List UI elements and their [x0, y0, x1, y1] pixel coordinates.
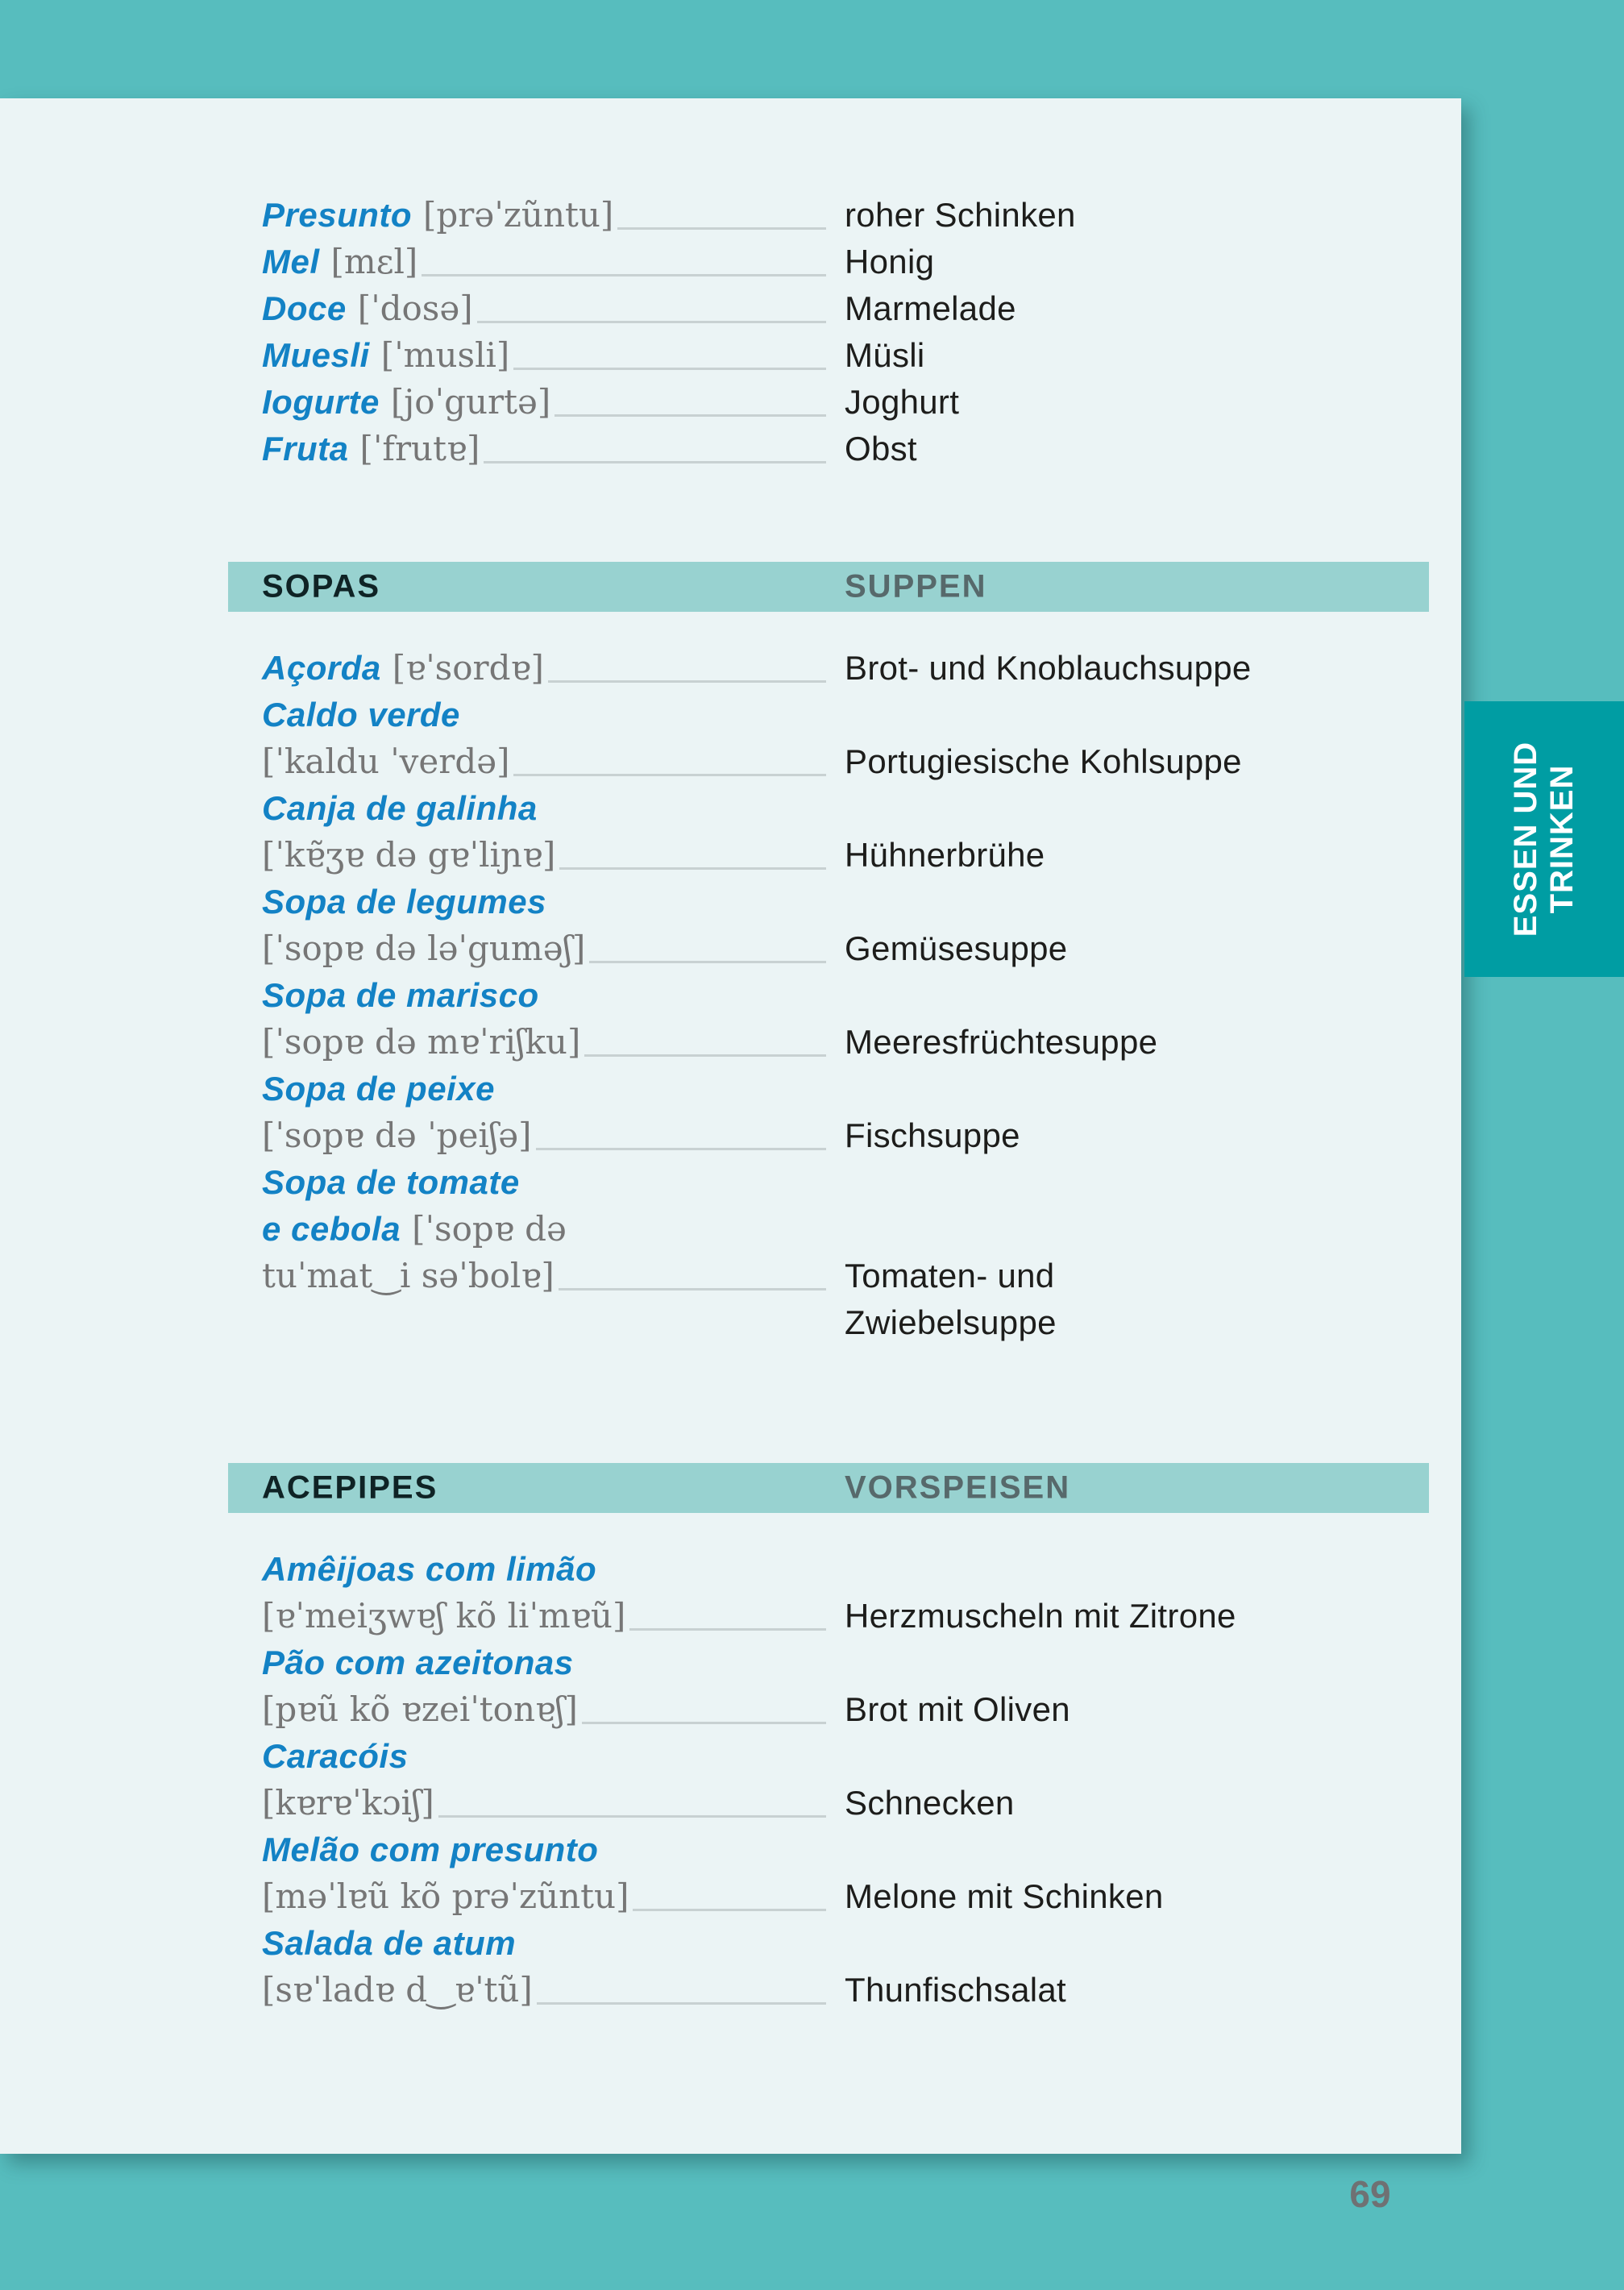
ipa-pronunciation: [mɛl] [330, 242, 418, 281]
portuguese-term: Salada de atum [262, 1924, 517, 1962]
portuguese-term: Amêijoas com limão [262, 1550, 597, 1588]
german-translation: Müsli [845, 336, 925, 374]
entry-left-cell [262, 785, 845, 832]
entry-left-cell [262, 239, 845, 285]
german-translation: Joghurt [845, 383, 960, 421]
german-translation-cell [845, 1967, 1066, 2014]
leader-line [477, 321, 826, 323]
entry-line [262, 1967, 1463, 2014]
portuguese-term: Canja de galinha [262, 789, 538, 827]
leader-line [513, 774, 826, 776]
entry-left-cell [262, 1299, 845, 1346]
german-translation-cell [845, 1873, 1164, 1920]
section-title-german: SUPPEN [845, 568, 987, 605]
entry-left-cell [262, 1159, 845, 1206]
german-translation-cell [845, 1593, 1236, 1640]
leader-line [633, 1909, 826, 1911]
entry-line [262, 1873, 1463, 1920]
german-translation-cell [845, 832, 1045, 879]
section-header-band [228, 562, 1429, 612]
leader-line [559, 867, 826, 870]
page-number: 69 [1349, 2173, 1391, 2215]
entry-line [262, 192, 1463, 239]
section-header-band [228, 1463, 1429, 1513]
chapter-tab-line2: TRINKEN [1544, 764, 1580, 914]
leader-line [582, 1722, 826, 1724]
ipa-pronunciation: [ˈsopɐ də [412, 1209, 567, 1249]
entry-line [262, 1546, 1463, 1593]
entry-line [262, 645, 1463, 692]
entry-line [262, 1206, 1463, 1253]
german-translation-cell [845, 379, 959, 426]
portuguese-term: Sopa de legumes [262, 883, 546, 921]
german-translation-cell [845, 426, 917, 472]
german-translation: Fischsuppe [845, 1116, 1020, 1154]
german-translation: roher Schinken [845, 196, 1076, 234]
german-translation: Schnecken [845, 1784, 1015, 1822]
german-translation-cell [845, 1253, 1054, 1299]
section-title-german: VORSPEISEN [845, 1469, 1071, 1506]
ipa-pronunciation: [ˈkaldu ˈverdə] [262, 742, 510, 781]
german-translation-cell [845, 332, 925, 379]
leader-line [536, 1148, 826, 1150]
german-translation: Marmelade [845, 289, 1016, 327]
german-translation: Thunfischsalat [845, 1971, 1067, 2009]
ipa-pronunciation: [kɐrɐˈkɔiʃ] [262, 1783, 434, 1822]
portuguese-term: Sopa de tomate [262, 1163, 520, 1201]
leader-line [438, 1815, 826, 1818]
ipa-pronunciation: [ˈdosə] [357, 289, 473, 328]
entry-left-cell [262, 1019, 845, 1066]
entry-line [262, 285, 1463, 332]
portuguese-term: Açorda [262, 649, 381, 687]
german-translation: Melone mit Schinken [845, 1877, 1164, 1915]
ipa-pronunciation: [ˈkɐ̃ʒɐ də gɐˈliɲɐ] [262, 835, 556, 875]
ipa-pronunciation: [prəˈzũntu] [423, 195, 614, 235]
entry-left-cell [262, 1873, 845, 1920]
chapter-tab [1464, 701, 1624, 977]
entry-line [262, 1920, 1463, 1967]
leader-line [422, 274, 826, 276]
german-translation-cell [845, 192, 1076, 239]
entry-line [262, 1112, 1463, 1159]
entry-left-cell [262, 1253, 845, 1299]
leader-line [559, 1288, 826, 1290]
entry-left-cell [262, 1967, 845, 2014]
entry-left-cell [262, 972, 845, 1019]
leader-line [589, 961, 826, 963]
entry-line [262, 239, 1463, 285]
portuguese-term: Caracóis [262, 1737, 409, 1775]
portuguese-term: Presunto [262, 196, 413, 234]
entry-line [262, 1593, 1463, 1640]
leader-line [513, 368, 826, 370]
leader-line [548, 680, 826, 683]
portuguese-term: Mel [262, 243, 320, 281]
portuguese-term: Iogurte [262, 383, 380, 421]
german-translation: Herzmuscheln mit Zitrone [845, 1597, 1236, 1635]
entry-left-cell [262, 738, 845, 785]
entry-left-cell [262, 1920, 845, 1967]
leader-line [584, 1054, 826, 1057]
section-rows [262, 192, 1463, 472]
leader-line [617, 227, 826, 230]
portuguese-term: Fruta [262, 430, 349, 468]
entry-left-cell [262, 1686, 845, 1733]
section-title-portuguese: SOPAS [262, 568, 381, 605]
german-translation-cell [845, 1686, 1070, 1733]
entry-line [262, 1066, 1463, 1112]
entry-left-cell [262, 1206, 845, 1253]
entry-left-cell [262, 832, 845, 879]
ipa-pronunciation: [pɐũ kõ ɐzeiˈtonɐʃ] [262, 1689, 578, 1729]
german-translation-cell [845, 1019, 1157, 1066]
entry-left-cell [262, 1593, 845, 1640]
leader-line [629, 1628, 826, 1631]
entry-left-cell [262, 925, 845, 972]
section-rows [262, 645, 1463, 1346]
entry-left-cell [262, 645, 845, 692]
entry-left-cell [262, 1733, 845, 1780]
entry-line [262, 332, 1463, 379]
german-translation-cell [845, 285, 1016, 332]
chapter-tab-label [1508, 742, 1580, 937]
entry-line [262, 925, 1463, 972]
portuguese-term: Sopa de marisco [262, 976, 539, 1014]
german-translation: Portugiesische Kohlsuppe [845, 742, 1242, 780]
portuguese-term: e cebola [262, 1210, 401, 1248]
german-translation: Brot- und Knoblauchsuppe [845, 649, 1252, 687]
leader-line [537, 2002, 826, 2005]
german-translation: Obst [845, 430, 917, 468]
entry-left-cell [262, 332, 845, 379]
entry-left-cell [262, 1640, 845, 1686]
leader-line [554, 414, 826, 417]
chapter-tab-line1: ESSEN UND [1508, 741, 1543, 937]
entry-left-cell [262, 879, 845, 925]
ipa-pronunciation: [joˈgurtə] [390, 382, 551, 422]
german-translation: Honig [845, 243, 935, 281]
german-translation-cell [845, 239, 934, 285]
portuguese-term: Doce [262, 289, 347, 327]
entry-left-cell [262, 426, 845, 472]
entry-line [262, 832, 1463, 879]
entry-line [262, 1159, 1463, 1206]
leader-line [484, 461, 826, 463]
portuguese-term: Melão com presunto [262, 1831, 599, 1868]
entry-line [262, 879, 1463, 925]
portuguese-term: Sopa de peixe [262, 1070, 495, 1108]
german-translation-cell [845, 645, 1252, 692]
entry-left-cell [262, 1827, 845, 1873]
section-title-portuguese: ACEPIPES [262, 1469, 438, 1506]
german-translation: Gemüsesuppe [845, 929, 1068, 967]
ipa-pronunciation: [ˈmusli] [380, 335, 510, 375]
entry-left-cell [262, 1780, 845, 1827]
german-translation: Brot mit Oliven [845, 1690, 1070, 1728]
entry-left-cell [262, 1112, 845, 1159]
ipa-pronunciation: [ˈsopɐ də ˈpeiʃə] [262, 1116, 532, 1155]
ipa-pronunciation: [ɐˈsordɐ] [392, 648, 544, 688]
entry-left-cell [262, 379, 845, 426]
entry-line [262, 1019, 1463, 1066]
ipa-pronunciation: [ˈsopɐ də mɐˈriʃku] [262, 1022, 581, 1062]
section-rows [262, 1546, 1463, 2014]
entry-line [262, 1733, 1463, 1780]
entry-left-cell [262, 192, 845, 239]
entry-line [262, 1780, 1463, 1827]
ipa-pronunciation: [ˈfrutɐ] [359, 429, 480, 468]
vocabulary-list [0, 98, 1461, 2154]
german-translation: Zwiebelsuppe [845, 1303, 1057, 1341]
entry-left-cell [262, 285, 845, 332]
german-translation-cell [845, 1112, 1020, 1159]
entry-line [262, 738, 1463, 785]
portuguese-term: Caldo verde [262, 696, 460, 734]
page [0, 98, 1461, 2154]
ipa-pronunciation: [sɐˈladɐ d‿ɐˈtũ] [262, 1970, 533, 2009]
entry-line [262, 1299, 1463, 1346]
entry-line [262, 692, 1463, 738]
entry-line [262, 1686, 1463, 1733]
entry-left-cell [262, 692, 845, 738]
entry-line [262, 785, 1463, 832]
german-translation: Meeresfrüchtesuppe [845, 1023, 1158, 1061]
german-translation-cell [845, 1299, 1057, 1346]
ipa-pronunciation: tuˈmat‿i səˈbolɐ] [262, 1256, 554, 1295]
portuguese-term: Muesli [262, 336, 370, 374]
german-translation: Hühnerbrühe [845, 836, 1045, 874]
ipa-pronunciation: [ˈsopɐ də ləˈguməʃ] [262, 929, 586, 968]
entry-line [262, 426, 1463, 472]
ipa-pronunciation: [ɐˈmeiʒwɐʃ kõ liˈmɐũ] [262, 1596, 626, 1635]
ipa-pronunciation: [məˈlɐũ kõ prəˈzũntu] [262, 1876, 629, 1916]
portuguese-term: Pão com azeitonas [262, 1644, 574, 1681]
entry-line [262, 1640, 1463, 1686]
german-translation: Tomaten- und [845, 1257, 1055, 1295]
german-translation-cell [845, 1780, 1015, 1827]
entry-left-cell [262, 1066, 845, 1112]
entry-left-cell [262, 1546, 845, 1593]
entry-line [262, 379, 1463, 426]
entry-line [262, 1253, 1463, 1299]
german-translation-cell [845, 738, 1242, 785]
german-translation-cell [845, 925, 1067, 972]
entry-line [262, 972, 1463, 1019]
entry-line [262, 1827, 1463, 1873]
